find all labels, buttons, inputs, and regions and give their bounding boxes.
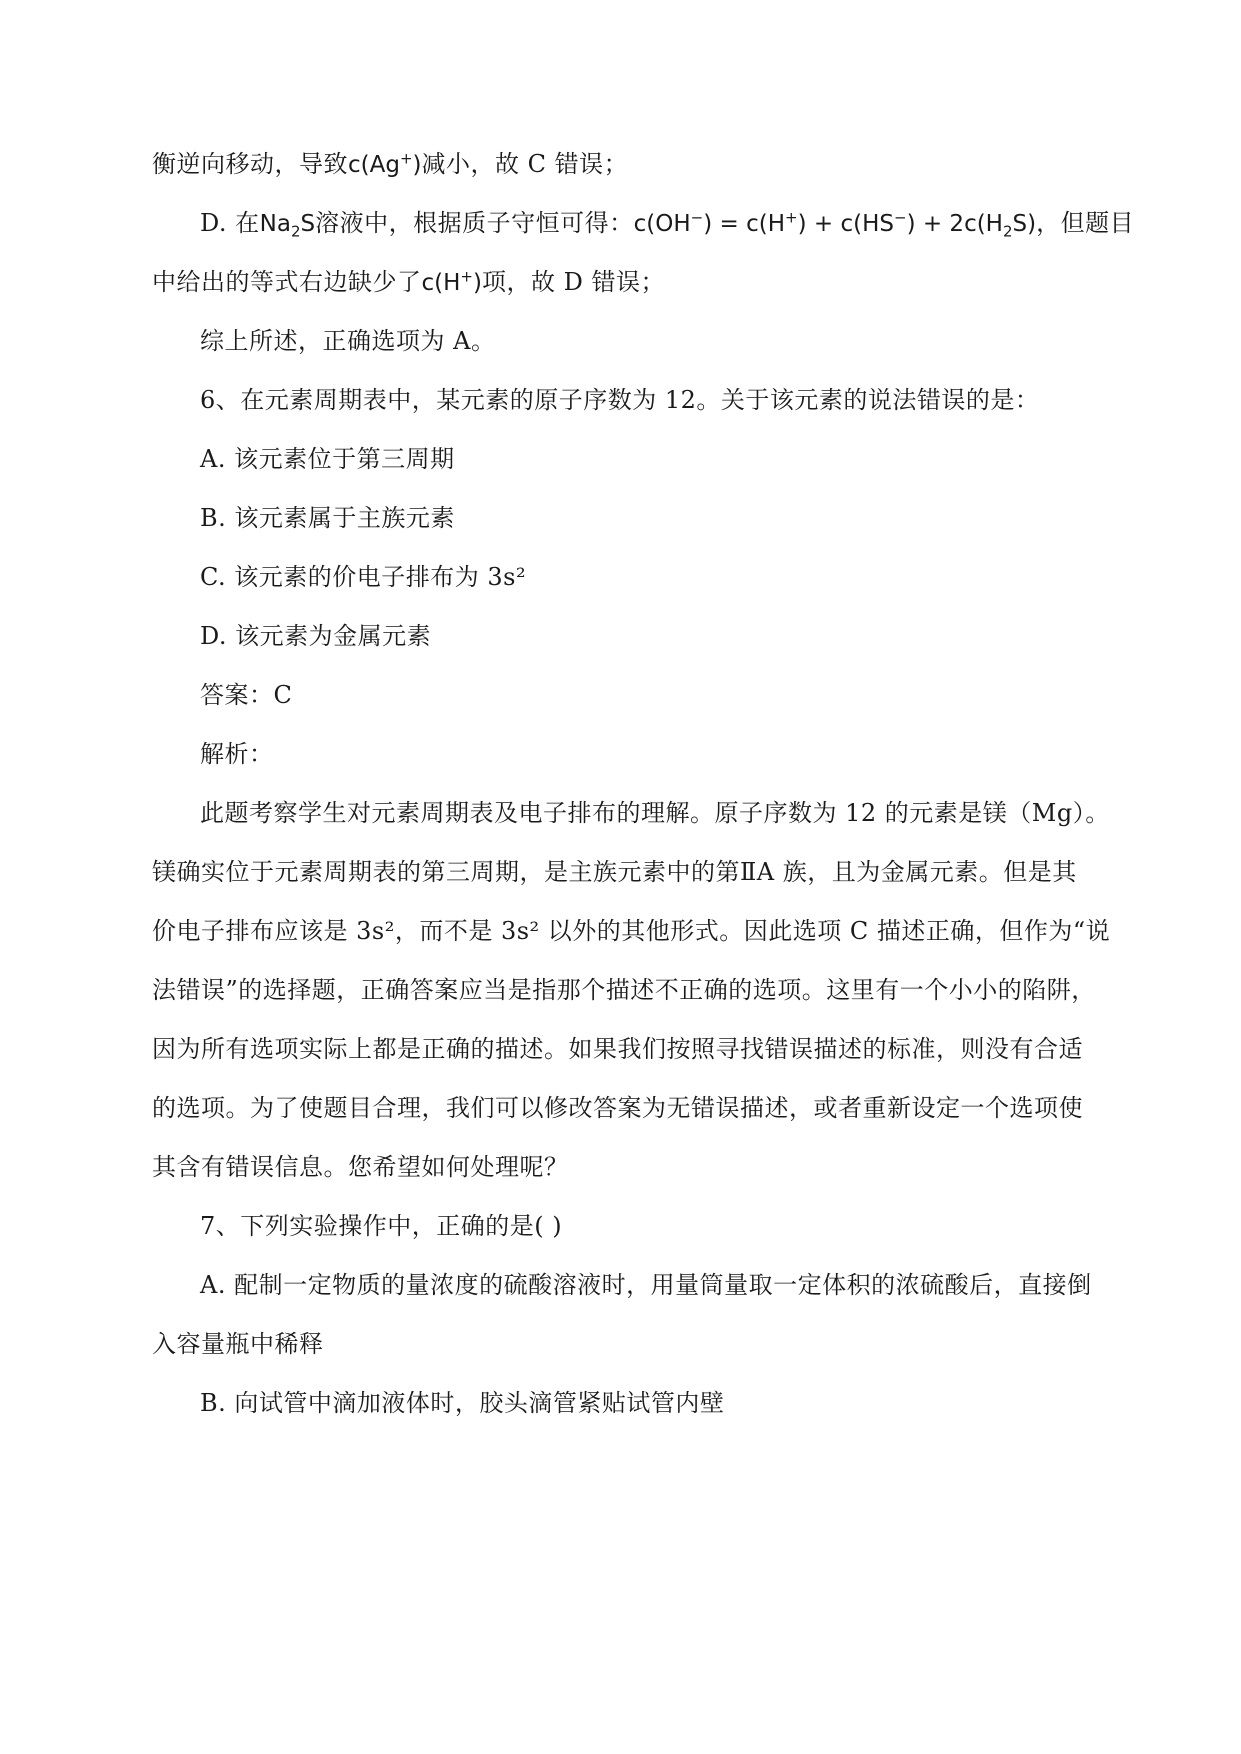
math-text: c(H [421,270,461,296]
q6-analysis-line: 因为所有选项实际上都是正确的描述。如果我们按照寻找错误描述的标准，则没有合适 [152,1035,1083,1063]
q5-analysis-line [0,147,1241,182]
text: D. 在 [200,209,260,237]
q6-analysis-label: 解析： [200,740,274,768]
math-expression [421,267,482,296]
q6-analysis-line: 的选项。为了使题目合理，我们可以修改答案为无错误描述，或者重新设定一个选项使 [152,1094,1083,1122]
q6-analysis-line: 镁确实位于元素周期表的第三周期，是主族元素中的第ⅡA 族，且为金属元素。但是其 [152,858,1077,886]
q6-option-a: A. 该元素位于第三周期 [200,445,455,473]
math-text: ) + 2c(H [906,211,1003,237]
q7-option-b: B. 向试管中滴加液体时，胶头滴管紧贴试管内壁 [200,1389,725,1417]
q6-option-c: C. 该元素的价电子排布为 3s² [200,563,527,591]
math-text: ) = c(H [703,211,786,237]
text: 项，故 D 错误； [481,268,665,296]
text: 中给出的等式右边缺少了 [152,268,422,296]
text: 减小，故 C 错误； [421,150,629,178]
math-expression [348,149,422,178]
q6-option-d: D. 该元素为金属元素 [200,622,432,650]
math-text: Na [259,211,291,237]
math-text: c(Ag [348,152,400,178]
math-formula-na2s [259,211,316,241]
text: 衡逆向移动，导致 [152,150,348,178]
q6-answer: 答案：C [200,681,293,709]
q7-option-a-cont: 入容量瓶中稀释 [152,1330,324,1358]
q6-option-b: B. 该元素属于主族元素 [200,504,455,532]
superscript: − [690,208,704,227]
superscript: + [460,267,473,286]
math-text: ) [412,152,422,178]
q7-stem: 7、下列实验操作中，正确的是( ) [200,1212,563,1240]
math-text: ) + c(HS [797,211,894,237]
q6-analysis-line: 其含有错误信息。您希望如何处理呢？ [152,1153,569,1181]
superscript: + [785,208,798,227]
text: 溶液中，根据质子守恒可得： [315,209,634,237]
q6-stem: 6、在元素周期表中，某元素的原子序数为 12。关于该元素的说法错误的是： [200,386,1040,414]
q6-analysis-line: 此题考察学生对元素周期表及电子排布的理解。原子序数为 12 的元素是镁（Mg）。 [200,799,1110,827]
q5-option-d-analysis [0,206,1241,241]
text: ，但题目 [1036,209,1135,237]
subscript: 2 [290,222,301,241]
q7-option-a: A. 配制一定物质的量浓度的硫酸溶液时，用量筒量取一定体积的浓硫酸后，直接倒 [200,1271,1092,1299]
subscript: 2 [1002,222,1013,241]
math-text: S [300,211,316,237]
superscript: + [399,149,413,168]
q5-option-d-analysis-cont [0,265,1241,300]
q5-summary: 综上所述，正确选项为 A。 [200,327,496,355]
math-text: ) [473,270,482,296]
superscript: − [893,208,907,227]
math-text: S) [1012,211,1037,237]
math-text: c(OH [633,211,691,237]
q6-analysis-line: 价电子排布应该是 3s²，而不是 3s² 以外的其他形式。因此选项 C 描述正确，但作为“说 [152,917,1111,945]
q6-analysis-line: 法错误”的选择题，正确答案应当是指那个描述不正确的选项。这里有一个小小的陷阱， [152,976,1096,1004]
proton-conservation-equation [633,208,1037,241]
